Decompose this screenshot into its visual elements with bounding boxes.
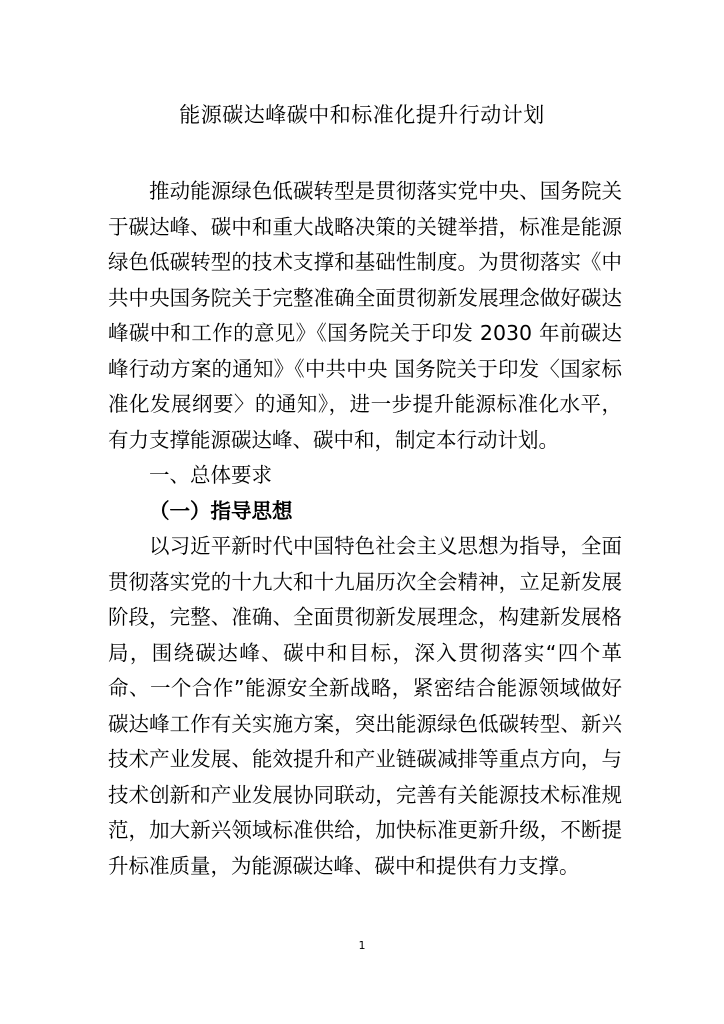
document-title: 能源碳达峰碳中和标准化提升行动计划 [179, 103, 545, 127]
subsection-heading-guiding-ideology: （一）指导思想 [149, 498, 293, 523]
section-heading-general-requirements: 一、总体要求 [149, 463, 272, 487]
guiding-ideology-paragraph: 以习近平新时代中国特色社会主义思想为指导，全面贯彻落实党的十九大和十九届历次全会精神，立足新发展阶段，完整、准确、全面贯彻新发展理念，构建新发展格局，围绕碳达峰、碳中和目标，深入贯彻落实“四个革命、一个合作”能源安全新战略，紧密结合能源领域做好碳达峰工作有关实施方案，突出能源绿色低碳转型、新兴技术产业发展、能效提升和产业链碳减排等重点方向，与技术创新和产业发展协同联动，完善有关能源技术标准规范，加大新兴领域标准供给，加快标准更新升级，不断提升标准质量，为能源碳达峰、碳中和提供有力支撑。 [108, 534, 622, 878]
intro-paragraph: 推动能源绿色低碳转型是贯彻落实党中央、国务院关于碳达峰、碳中和重大战略决策的关键举措，标准是能源绿色低碳转型的技术支撑和基础性制度。为贯彻落实《中共中央国务院关于完整准确全面贯彻新发展理念做好碳达峰碳中和工作的意见》《国务院关于印发 2030 年前碳达峰行动方案的通知》《中共中央 国务院关于印发〈国家标准化发展纲要〉的通知》，进一步提升能源标准化水平，有力支撑能源碳达峰、碳中和，制定本行动计划。 [108, 179, 622, 452]
page-number: 1 [358, 939, 366, 952]
document-body [108, 174, 622, 884]
